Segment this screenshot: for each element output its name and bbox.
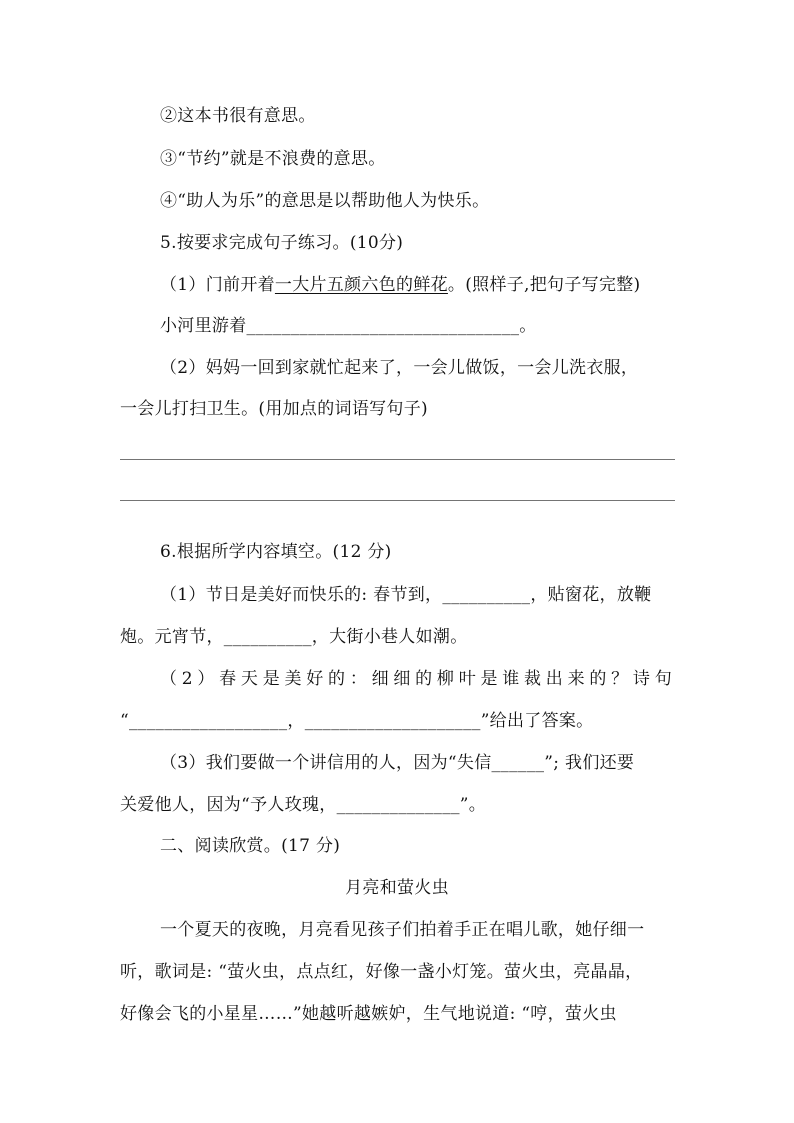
- question-5-part-2-line-1: （2）妈妈一回到家就忙起来了，一会儿做饭，一会儿洗衣服，: [160, 358, 639, 378]
- question-5-heading: 5.按要求完成句子练习。(10分): [160, 233, 404, 253]
- question-5-part-2-line-2: 一会儿打扫卫生。(用加点的词语写句子): [120, 399, 428, 419]
- question-6-part-2-line-2: “__________________，____________________”给出了答案。: [120, 711, 594, 731]
- question-5-part-1-answer-line: 小河里游着_______________________________。: [160, 316, 537, 336]
- story-paragraph-line-1: 一个夏天的夜晚，月亮看见孩子们拍着手正在唱儿歌，她仔细一: [160, 920, 645, 940]
- example-underlined-phrase: 一大片五颜六色的鲜花: [274, 275, 448, 295]
- story-paragraph-line-2: 听，歌词是: “萤火虫，点点红，好像一盏小灯笼。萤火虫，亮晶晶，: [120, 962, 643, 982]
- question-6-part-1-line-1: （1）节日是美好而快乐的: 春节到，__________，贴窗花，放鞭: [160, 585, 652, 605]
- answer-blank-line-2: __________________________________________________________________________: [120, 483, 675, 501]
- answer-blank-line-1: __________________________________________________________________________: [120, 442, 675, 460]
- sentence-item-2: ②这本书很有意思。: [160, 106, 316, 126]
- part-1-prefix: （1）门前开着: [160, 275, 275, 295]
- part-1-suffix: 。(照样子,把句子写完整): [447, 275, 641, 295]
- question-6-part-2-line-1: （2）春天是美好的：细细的柳叶是谁裁出来的？诗句: [160, 669, 672, 689]
- question-6-heading: 6.根据所学内容填空。(12 分): [160, 542, 392, 562]
- question-6-part-3-line-1: （3）我们要做一个讲信用的人，因为“失信______”; 我们还要: [160, 753, 635, 773]
- section-2-heading: 二、阅读欣赏。(17 分): [160, 836, 341, 856]
- question-6-part-3-line-2: 关爱他人，因为“予人玫瑰，______________”。: [120, 795, 487, 815]
- question-5-part-1-prompt: [160, 274, 641, 296]
- story-paragraph-line-3: 好像会飞的小星星……”她越听越嫉妒，生气地说道: “哼，萤火虫: [120, 1004, 617, 1024]
- sentence-item-3: ③“节约”就是不浪费的意思。: [160, 149, 386, 169]
- sentence-item-4: ④“助人为乐”的意思是以帮助他人为快乐。: [160, 191, 490, 211]
- question-6-part-1-line-2: 炮。元宵节，__________，大街小巷人如潮。: [120, 627, 468, 647]
- story-title: 月亮和萤火虫: [345, 878, 449, 898]
